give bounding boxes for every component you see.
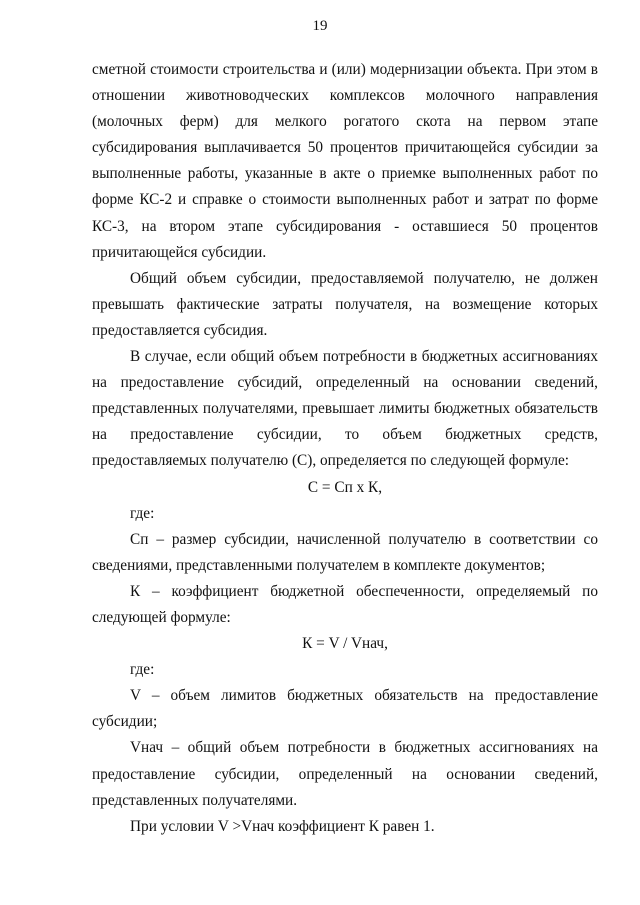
definition-vnach: Vнач – общий объем потребности в бюджетных ассигнованиях на предоставление субсидии, определенный на основании сведений, представленных получателями.: [92, 739, 598, 809]
paragraph-continuation: сметной стоимости строительства и (или) модернизации объекта. При этом в отношении животноводческих комплексов молочного направления (молочных ферм) для мелкого рогатого скота на первом этапе субсидирования выплачивается 50 процентов причитающейся субсидии за выполненные работы, указанные в акте о приемке выполненных работ по форме КС-2 и справке о стоимости выполненных работ и затрат по форме КС-3, на втором этапе субсидирования - оставшиеся 50 процентов причитающейся субсидии.: [92, 61, 598, 261]
definition-k: К – коэффициент бюджетной обеспеченности, определяемый по следующей формуле:: [92, 582, 598, 626]
where-label: где:: [130, 661, 155, 679]
definition-cp: Сп – размер субсидии, начисленной получателю в соответствии со сведениями, представленными получателем в комплекте документов;: [92, 530, 598, 574]
paragraph-condition: При условии V >Vнач коэффициент К равен 1.: [130, 817, 435, 835]
formula-c: С = Сп х К,: [307, 478, 383, 496]
paragraph-budget-limits: В случае, если общий объем потребности в бюджетных ассигнованиях на предоставление субсидий, определенный на основании сведений, представленных получателями, превышает лимиты бюджетных обязательств на предоставление субсидии, то объем бюджетных средств, предоставляемых получателю (С), определяется по следующей формуле:: [92, 348, 598, 470]
paragraph-total-subsidy: Общий объем субсидии, предоставляемой получателю, не должен превышать фактические затраты получателя, на возмещение которых предоставляется субсидия.: [92, 269, 598, 339]
page-number: 19: [312, 18, 328, 34]
definition-v: V – объем лимитов бюджетных обязательств на предоставление субсидии;: [92, 687, 598, 731]
formula-k: К = V / Vнач,: [302, 635, 388, 653]
document-body: [92, 57, 598, 840]
where-label: где:: [130, 504, 155, 522]
